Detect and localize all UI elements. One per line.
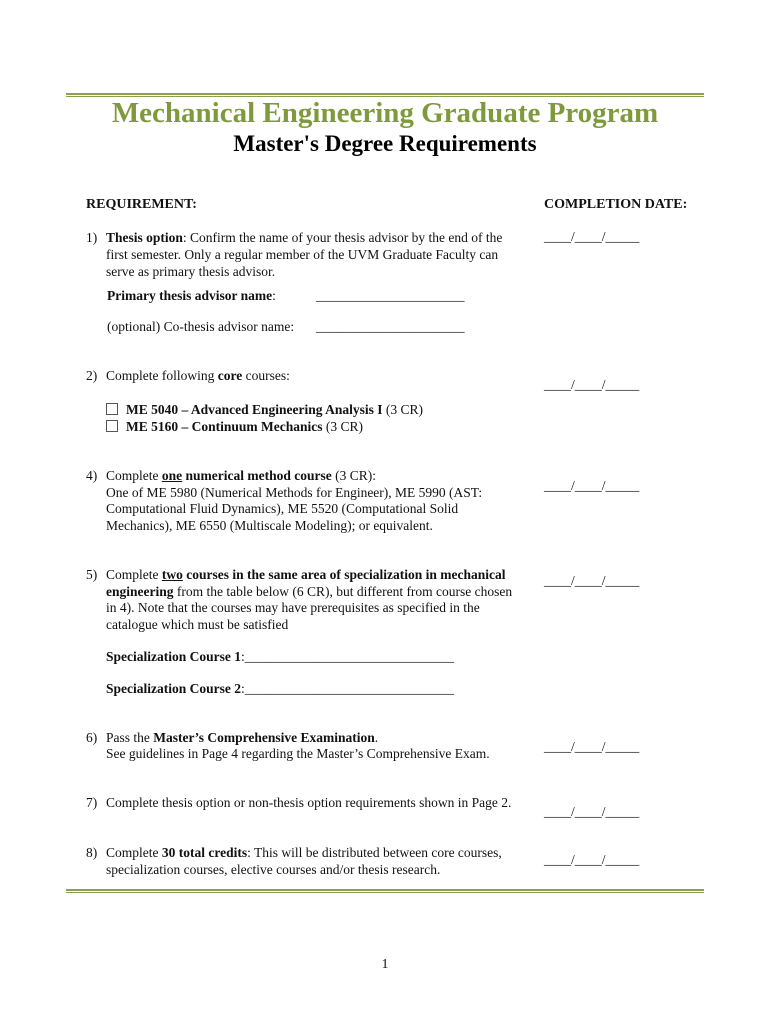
requirement-text-line: specialization courses, elective courses and/or thesis research. — [106, 862, 441, 877]
requirement-text: Pass the Master’s Comprehensive Examination. — [106, 730, 379, 745]
bottom-rule — [66, 889, 704, 893]
requirement-text-line: catalogue which must be satisfied — [106, 617, 289, 632]
requirement-number: 6) — [86, 730, 98, 745]
requirement-text: Complete 30 total credits: This will be distributed between core courses, — [106, 845, 502, 860]
requirement-text: Complete two courses in the same area of specialization in mechanical — [106, 567, 506, 582]
specialization-course-2-label: Specialization Course 2 — [106, 681, 241, 696]
completion-date-field[interactable]: ____/____/_____ — [544, 739, 640, 754]
requirement-text-line: in 4). Note that the courses may have prerequisites as specified in the — [106, 600, 480, 615]
page-title: Mechanical Engineering Graduate Program — [111, 97, 659, 129]
requirement-number: 4) — [86, 468, 98, 483]
requirement-number: 2) — [86, 368, 98, 383]
checkbox-icon[interactable] — [106, 420, 118, 432]
requirement-text-line: One of ME 5980 (Numerical Methods for Engineer), ME 5990 (AST: — [106, 485, 483, 500]
co-advisor-label: (optional) Co-thesis advisor name: — [107, 319, 295, 334]
core-course-me5040: ME 5040 – Advanced Engineering Analysis I (3 CR) — [106, 401, 423, 418]
thesis-option-label: Thesis option — [106, 230, 183, 245]
completion-date-field[interactable]: ____/____/_____ — [544, 478, 640, 493]
primary-advisor-label: Primary thesis advisor name: — [107, 288, 276, 303]
requirement-number: 7) — [86, 795, 98, 810]
completion-date-field[interactable]: ____/____/_____ — [544, 804, 640, 819]
requirement-text: Complete thesis option or non-thesis option requirements shown in Page 2. — [106, 795, 512, 810]
requirement-number: 1) — [86, 230, 98, 245]
specialization-course-1 — [106, 648, 454, 665]
specialization-course-1-field[interactable]: :_______________________________ — [241, 649, 455, 664]
specialization-course-2 — [106, 680, 454, 697]
requirement-text-line: serve as primary thesis advisor. — [106, 264, 276, 279]
primary-advisor-field[interactable]: ______________________ — [316, 288, 465, 303]
completion-date-field[interactable]: ____/____/_____ — [544, 229, 640, 244]
co-advisor-field[interactable]: ______________________ — [316, 319, 465, 334]
requirement-text: Complete one numerical method course (3 CR): — [106, 468, 376, 483]
specialization-course-2-field[interactable]: :_______________________________ — [241, 681, 455, 696]
requirement-text: Complete following core courses: — [106, 368, 290, 383]
page-subtitle: Master's Degree Requirements — [233, 131, 537, 156]
requirement-number: 8) — [86, 845, 98, 860]
completion-date-column-header: COMPLETION DATE: — [544, 197, 688, 212]
requirement-text-line: See guidelines in Page 4 regarding the Master’s Comprehensive Exam. — [106, 746, 490, 761]
completion-date-field[interactable]: ____/____/_____ — [544, 573, 640, 588]
requirement-text-line: first semester. Only a regular member of the UVM Graduate Faculty can — [106, 247, 499, 262]
requirement-number: 5) — [86, 567, 98, 582]
core-course-me5160: ME 5160 – Continuum Mechanics (3 CR) — [106, 418, 363, 435]
requirement-text-line: Mechanics), ME 6550 (Multiscale Modeling); or equivalent. — [106, 518, 433, 533]
requirement-text-line: engineering from the table below (6 CR), but different from course chosen — [106, 584, 513, 599]
specialization-course-1-label: Specialization Course 1 — [106, 649, 241, 664]
checkbox-icon[interactable] — [106, 403, 118, 415]
completion-date-field[interactable]: ____/____/_____ — [544, 377, 640, 392]
requirement-column-header: REQUIREMENT: — [86, 197, 197, 212]
page-number: 1 — [381, 957, 389, 972]
completion-date-field[interactable]: ____/____/_____ — [544, 852, 640, 867]
requirement-text: Thesis option: Confirm the name of your thesis advisor by the end of the — [106, 230, 503, 245]
requirement-text-line: Computational Fluid Dynamics), ME 5520 (Computational Solid — [106, 501, 459, 516]
